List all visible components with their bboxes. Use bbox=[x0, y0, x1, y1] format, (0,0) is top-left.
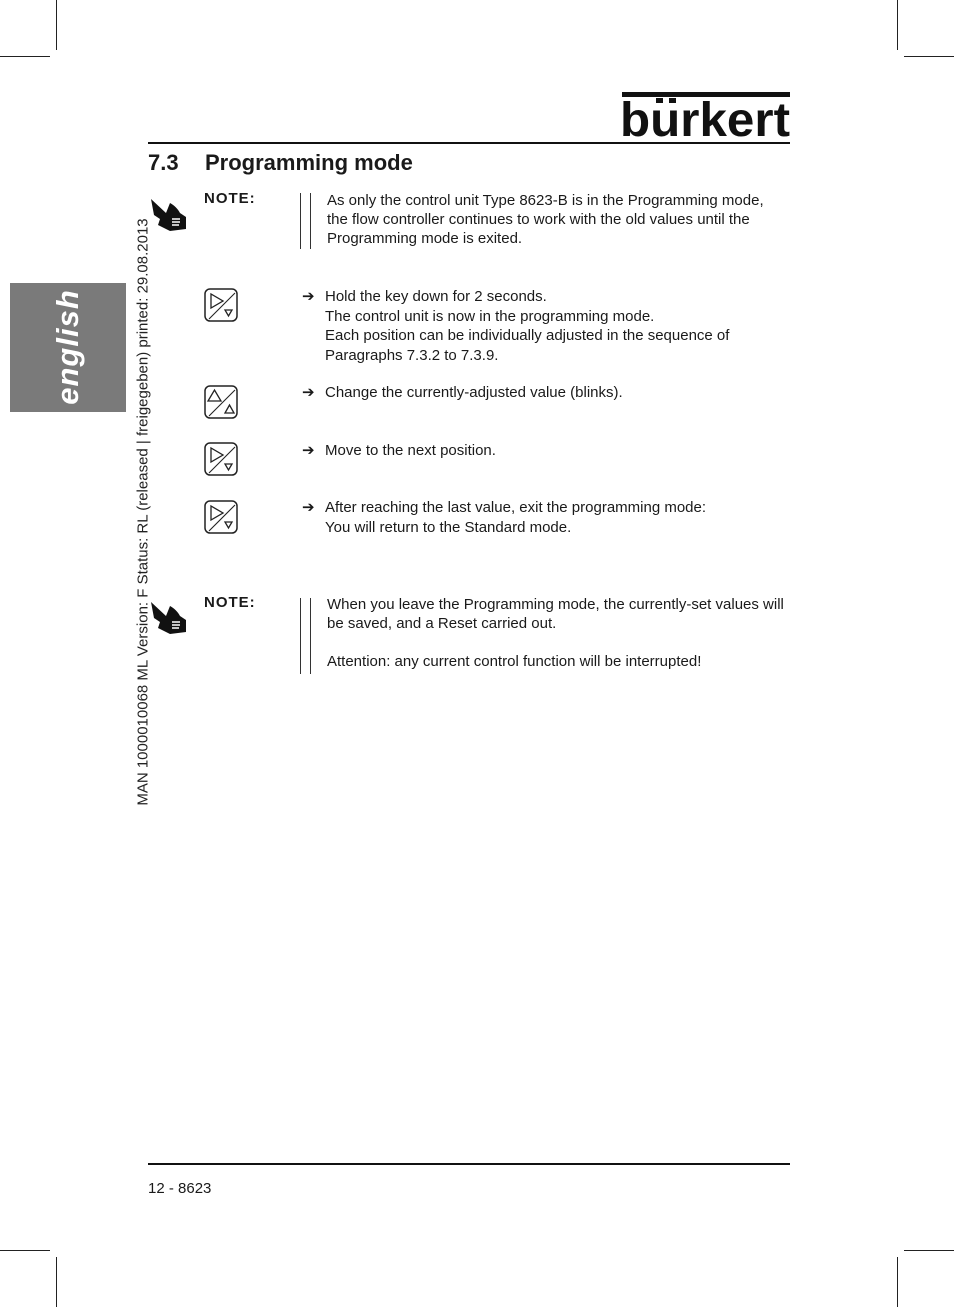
pointing-hand-icon bbox=[148, 193, 188, 233]
note-label: NOTE: bbox=[204, 594, 256, 611]
footer-rule bbox=[148, 1163, 790, 1165]
step-line: Hold the key down for 2 seconds. bbox=[325, 288, 547, 305]
svg-text:burkert: burkert bbox=[620, 94, 790, 140]
crop-mark bbox=[904, 1250, 954, 1251]
step-line: Move to the next position. bbox=[325, 442, 496, 459]
arrow-right-down-key-icon bbox=[204, 500, 238, 534]
arrow-right-down-key-icon bbox=[204, 442, 238, 476]
crop-mark bbox=[897, 0, 898, 50]
arrow-bullet-icon: ➔ bbox=[302, 384, 315, 401]
section-heading bbox=[148, 150, 413, 176]
crop-mark bbox=[897, 1257, 898, 1307]
note-text bbox=[327, 595, 787, 672]
step-line: Each position can be individually adjusted in the sequence of Paragraphs 7.3.2 to 7.3.9. bbox=[325, 327, 730, 364]
arrow-bullet-icon: ➔ bbox=[302, 499, 315, 516]
arrow-bullet-icon: ➔ bbox=[302, 288, 315, 305]
document-status-text: MAN 1000010068 ML Version: F Status: RL (released | freigegeben) printed: 29.08.2013 bbox=[134, 218, 152, 806]
note-paragraph: When you leave the Programming mode, the currently-set values will be saved, and a Reset carried out. bbox=[327, 596, 784, 633]
crop-mark bbox=[0, 1250, 50, 1251]
crop-mark bbox=[56, 0, 57, 50]
section-title: Programming mode bbox=[205, 150, 413, 175]
language-tab bbox=[10, 283, 126, 412]
header-rule bbox=[148, 142, 790, 144]
section-number: 7.3 bbox=[148, 150, 179, 175]
crop-mark bbox=[0, 56, 50, 57]
instruction-step bbox=[302, 441, 787, 461]
arrow-up-key-icon bbox=[204, 385, 238, 419]
step-line: The control unit is now in the programming mode. bbox=[325, 307, 655, 325]
burkert-logo bbox=[620, 88, 790, 140]
instruction-step bbox=[302, 498, 787, 537]
step-line: You will return to the Standard mode. bbox=[325, 518, 572, 536]
note-paragraph: As only the control unit Type 8623-B is in the Programming mode, the flow controller continues to work with the old values until the Programming mode is exited. bbox=[327, 192, 764, 248]
language-tab-label: english bbox=[50, 289, 85, 405]
instruction-step bbox=[302, 383, 787, 403]
note-bar bbox=[300, 193, 311, 249]
note-bar bbox=[300, 598, 311, 674]
crop-mark bbox=[56, 1257, 57, 1307]
crop-mark bbox=[904, 56, 954, 57]
arrow-bullet-icon: ➔ bbox=[302, 442, 315, 459]
step-line: After reaching the last value, exit the programming mode: bbox=[325, 499, 707, 516]
note-text bbox=[327, 191, 787, 249]
note-label: NOTE: bbox=[204, 190, 256, 207]
instruction-step bbox=[302, 287, 787, 365]
arrow-right-down-key-icon bbox=[204, 288, 238, 322]
pointing-hand-icon bbox=[148, 596, 188, 636]
step-line: Change the currently-adjusted value (blinks). bbox=[325, 384, 623, 401]
note-paragraph: Attention: any current control function will be interrupted! bbox=[327, 653, 702, 671]
page-number: 12 - 8623 bbox=[148, 1180, 212, 1197]
